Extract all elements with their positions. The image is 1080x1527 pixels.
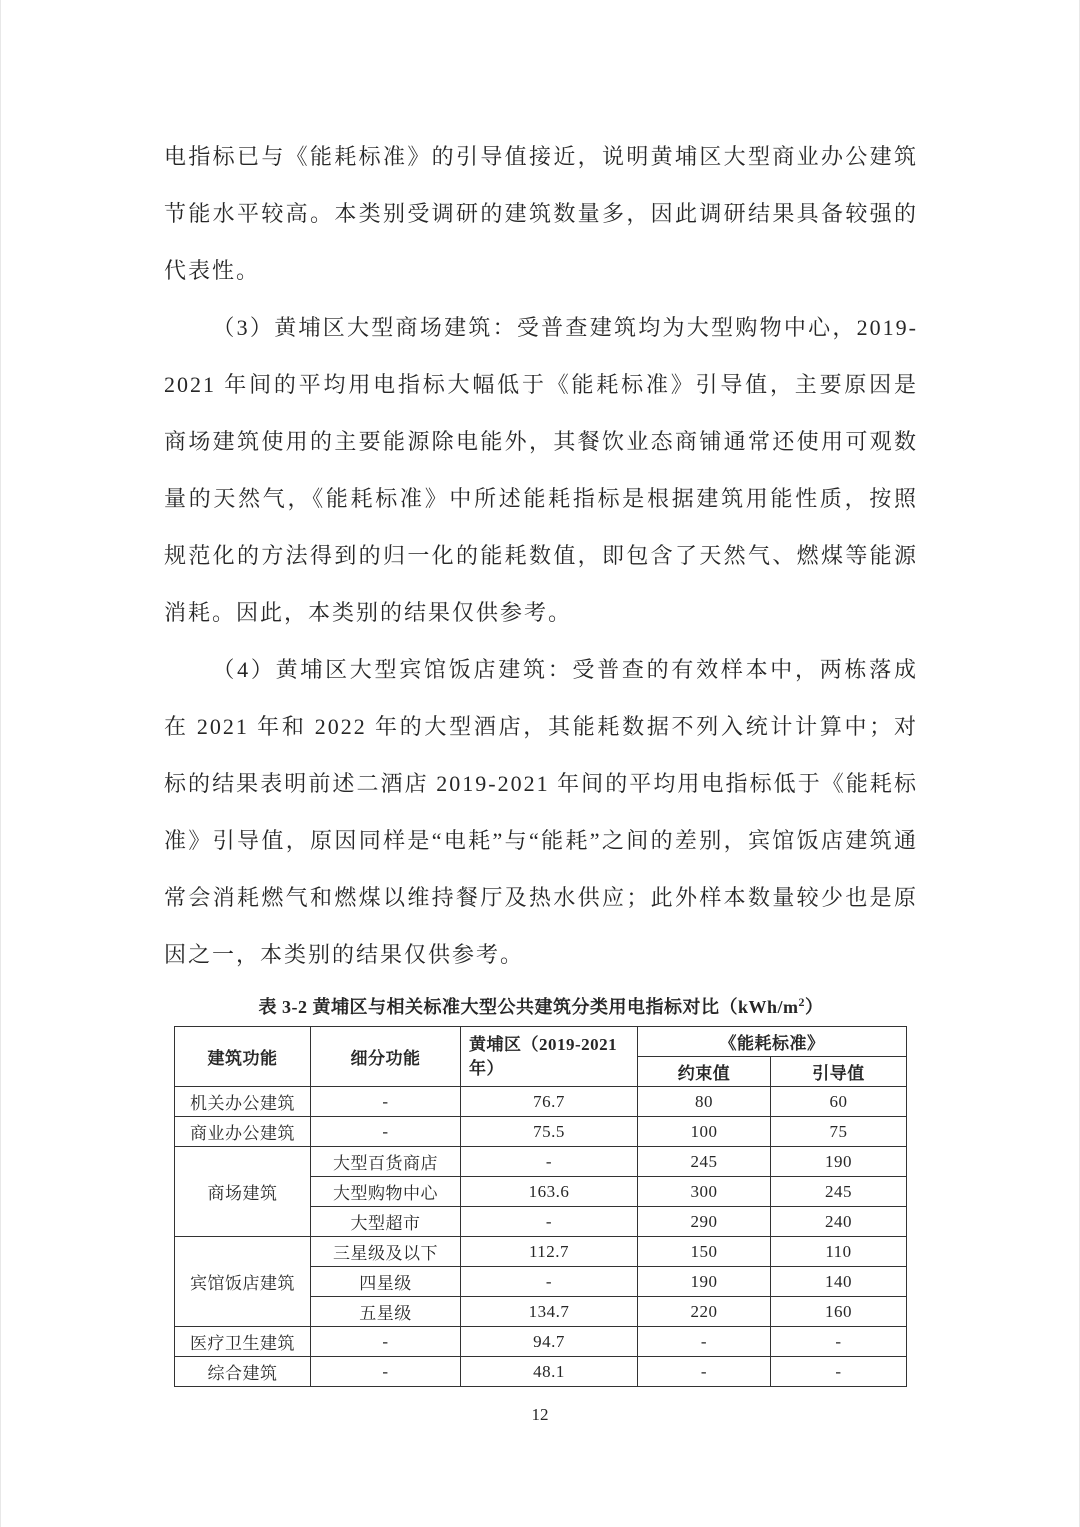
header-constraint-value: 约束值: [638, 1057, 771, 1087]
cell-guidance-value: 240: [771, 1207, 907, 1237]
header-sub-function: 细分功能: [311, 1027, 461, 1087]
table-row: [175, 1147, 907, 1177]
cell-sub-function: 五星级: [311, 1297, 461, 1327]
header-guidance-value: 引导值: [771, 1057, 907, 1087]
cell-guidance-value: 245: [771, 1177, 907, 1207]
cell-huangpu-value: 48.1: [461, 1357, 638, 1387]
cell-guidance-value: 75: [771, 1117, 907, 1147]
table-row: [175, 1087, 907, 1117]
table-row: [175, 1117, 907, 1147]
cell-sub-function: -: [311, 1327, 461, 1357]
cell-huangpu-value: -: [461, 1147, 638, 1177]
cell-guidance-value: 160: [771, 1297, 907, 1327]
table-caption-superscript: 2: [798, 995, 805, 1009]
cell-huangpu-value: 75.5: [461, 1117, 638, 1147]
paragraph-item-3: （3）黄埔区大型商场建筑：受普查建筑均为大型购物中心，2019-2021 年间的平均用电指标大幅低于《能耗标准》引导值，主要原因是商场建筑使用的主要能源除电能外，其餐饮业态商铺通常还使用可观数量的天然气，《能耗标准》中所述能耗指标是根据建筑用能性质，按照规范化的方法得到的归一化的能耗数值，即包含了天然气、燃煤等能源消耗。因此，本类别的结果仅供参考。: [164, 315, 918, 625]
cell-sub-function: 四星级: [311, 1267, 461, 1297]
cell-huangpu-value: -: [461, 1207, 638, 1237]
cell-function: 医疗卫生建筑: [175, 1327, 311, 1357]
cell-constraint-value: 100: [638, 1117, 771, 1147]
energy-comparison-table: [174, 1026, 907, 1387]
cell-sub-function: 大型百货商店: [311, 1147, 461, 1177]
cell-sub-function: 大型购物中心: [311, 1177, 461, 1207]
cell-constraint-value: 190: [638, 1267, 771, 1297]
table-caption-text: 表 3-2 黄埔区与相关标准大型公共建筑分类用电指标对比（kWh/m: [258, 997, 799, 1017]
cell-constraint-value: 150: [638, 1237, 771, 1267]
cell-sub-function: -: [311, 1117, 461, 1147]
header-energy-standard: 《能耗标准》: [638, 1027, 907, 1057]
cell-guidance-value: 190: [771, 1147, 907, 1177]
cell-constraint-value: -: [638, 1357, 771, 1387]
page-number: 12: [531, 1405, 549, 1424]
paragraph-continuation: 电指标已与《能耗标准》的引导值接近，说明黄埔区大型商业办公建筑节能水平较高。本类别受调研的建筑数量多，因此调研结果具备较强的代表性。: [164, 144, 918, 283]
table-caption-close: ）: [805, 997, 824, 1017]
cell-huangpu-value: 112.7: [461, 1237, 638, 1267]
cell-sub-function: -: [311, 1357, 461, 1387]
cell-sub-function: 大型超市: [311, 1207, 461, 1237]
cell-constraint-value: 245: [638, 1147, 771, 1177]
cell-constraint-value: -: [638, 1327, 771, 1357]
table-row: [175, 1327, 907, 1357]
cell-sub-function: 三星级及以下: [311, 1237, 461, 1267]
cell-huangpu-value: 94.7: [461, 1327, 638, 1357]
cell-huangpu-value: 163.6: [461, 1177, 638, 1207]
cell-function: 商场建筑: [175, 1147, 311, 1237]
header-building-function: 建筑功能: [175, 1027, 311, 1087]
cell-constraint-value: 220: [638, 1297, 771, 1327]
cell-constraint-value: 80: [638, 1087, 771, 1117]
cell-guidance-value: -: [771, 1357, 907, 1387]
cell-huangpu-value: 76.7: [461, 1087, 638, 1117]
cell-sub-function: -: [311, 1087, 461, 1117]
cell-guidance-value: 110: [771, 1237, 907, 1267]
cell-guidance-value: -: [771, 1327, 907, 1357]
cell-constraint-value: 300: [638, 1177, 771, 1207]
cell-function: 宾馆饭店建筑: [175, 1237, 311, 1327]
table-caption: [164, 989, 918, 1020]
cell-function: 综合建筑: [175, 1357, 311, 1387]
cell-constraint-value: 290: [638, 1207, 771, 1237]
cell-function: 商业办公建筑: [175, 1117, 311, 1147]
cell-huangpu-value: 134.7: [461, 1297, 638, 1327]
cell-huangpu-value: -: [461, 1267, 638, 1297]
cell-function: 机关办公建筑: [175, 1087, 311, 1117]
header-huangpu-district: 黄埔区（2019-2021 年）: [461, 1027, 638, 1087]
page-content: [164, 128, 918, 1387]
table-row: [175, 1237, 907, 1267]
paragraph-item-4: （4）黄埔区大型宾馆饭店建筑：受普查的有效样本中，两栋落成在 2021 年和 2022 年的大型酒店，其能耗数据不列入统计计算中；对标的结果表明前述二酒店 2019-2021 年间的平均用电指标低于《能耗标准》引导值，原因同样是“电耗”与“能耗”之间的差别，宾馆饭店建筑通常会消耗燃气和燃煤以维持餐厅及热水供应；此外样本数量较少也是原因之一，本类别的结果仅供参考。: [164, 657, 918, 967]
cell-guidance-value: 60: [771, 1087, 907, 1117]
table-header-row-1: [175, 1027, 907, 1057]
cell-guidance-value: 140: [771, 1267, 907, 1297]
table-row: [175, 1357, 907, 1387]
